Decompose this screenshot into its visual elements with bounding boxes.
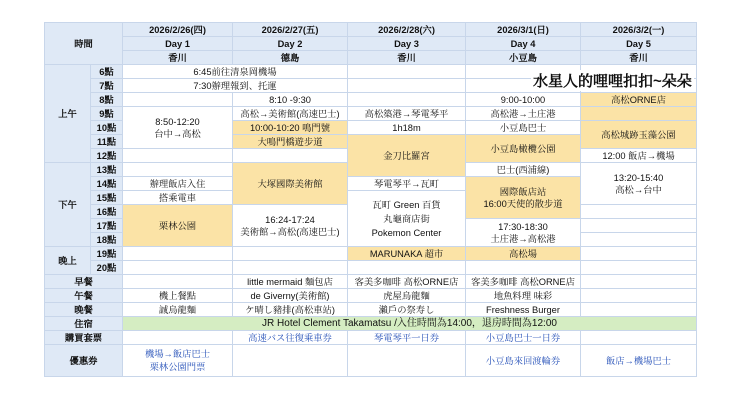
lunch-d4: 地魚料理 味彩 xyxy=(466,289,581,303)
dinner-d3: 瀨戶の祭寿し xyxy=(348,303,466,317)
d5-flight: 13:20-15:40 高松→台中 xyxy=(581,163,697,205)
hour-label: 18點 xyxy=(91,233,123,247)
d4-r14: 國際飯店站 16:00天使的散步道 xyxy=(466,177,581,219)
d2-r12 xyxy=(233,149,348,163)
breakfast-d3: 客美多咖啡 高松ORNE店 xyxy=(348,275,466,289)
d3-r10: 1h18m xyxy=(348,121,466,135)
place-day2: 德島 xyxy=(233,51,348,65)
dinner-d4: Freshness Burger xyxy=(466,303,581,317)
d5-r16 xyxy=(581,205,697,219)
dinner-label: 晚餐 xyxy=(45,303,123,317)
d5-r18 xyxy=(581,233,697,247)
date-day5: 2026/3/2(一) xyxy=(581,23,697,37)
day-label-4: Day 4 xyxy=(466,37,581,51)
place-day5: 香川 xyxy=(581,51,697,65)
date-day4: 2026/3/1(日) xyxy=(466,23,581,37)
hour-label: 7點 xyxy=(91,79,123,93)
d2-r16: 16:24-17:24 美術館→高松(高速巴士) xyxy=(233,205,348,247)
tickets-d2: 高速バス往復乘車券 xyxy=(233,331,348,345)
d5-r9 xyxy=(581,107,697,121)
d4-r8: 9:00-10:00 xyxy=(466,93,581,107)
d1-flight: 8:50-12:20 台中→高松 xyxy=(123,107,233,149)
d4-r19: 高松場 xyxy=(466,247,581,261)
hour-label: 20點 xyxy=(91,261,123,275)
place-day4: 小豆島 xyxy=(466,51,581,65)
period-morning: 上午 xyxy=(45,65,91,163)
lunch-d1: 機上餐點 xyxy=(123,289,233,303)
dinner-row xyxy=(45,303,697,317)
hour-label: 9點 xyxy=(91,107,123,121)
d1-r19 xyxy=(123,247,233,261)
d2-r13: 大塚國際美術館 xyxy=(233,163,348,205)
coupons-d3 xyxy=(348,345,466,377)
lunch-row xyxy=(45,289,697,303)
tickets-d3: 琴電琴平一日券 xyxy=(348,331,466,345)
hour-label: 10點 xyxy=(91,121,123,135)
breakfast-d1 xyxy=(123,275,233,289)
header-place-row xyxy=(45,51,697,65)
lunch-d5 xyxy=(581,289,697,303)
coupons-d5: 飯店→機場巴士 xyxy=(581,345,697,377)
hour-label: 14點 xyxy=(91,177,123,191)
hour-row-19 xyxy=(45,247,697,261)
lodging-row xyxy=(45,317,697,331)
lodging-text: JR Hotel Clement Takamatsu /入住時間為14:00，退房時間為12:00 xyxy=(123,317,697,331)
d1-r6: 6:45前往清泉岡機場 xyxy=(123,65,348,79)
hour-label: 11點 xyxy=(91,135,123,149)
coupons-row xyxy=(45,345,697,377)
d2-r19 xyxy=(233,247,348,261)
breakfast-d5 xyxy=(581,275,697,289)
d5-r10: 高松城跡玉藻公園 xyxy=(581,121,697,149)
hour-label: 6點 xyxy=(91,65,123,79)
d2-r8: 8:10 -9:30 xyxy=(233,93,348,107)
d3-r6 xyxy=(348,65,466,79)
d4-r11: 小豆島橄欖公園 xyxy=(466,135,581,163)
d4-r10: 小豆島巴士 xyxy=(466,121,581,135)
d3-r19: MARUNAKA 超市 xyxy=(348,247,466,261)
lunch-d3: 虎屋烏龍麵 xyxy=(348,289,466,303)
coupons-d4: 小豆島來回渡輪券 xyxy=(466,345,581,377)
period-afternoon: 下午 xyxy=(45,163,91,247)
d1-r15: 搭乘電車 xyxy=(123,191,233,205)
d4-r20 xyxy=(466,261,581,275)
d5-r20 xyxy=(581,261,697,275)
d2-r11: 大鳴門橋遊步道 xyxy=(233,135,348,149)
hour-label: 17點 xyxy=(91,219,123,233)
dinner-d1: 誠烏龍麵 xyxy=(123,303,233,317)
breakfast-row xyxy=(45,275,697,289)
d3-r9: 高松築港→琴電琴平 xyxy=(348,107,466,121)
d3-r15: 瓦町 Green 百貨 丸龜商店街 Pokemon Center xyxy=(348,191,466,247)
place-day3: 香川 xyxy=(348,51,466,65)
hour-row-8 xyxy=(45,93,697,107)
tickets-row xyxy=(45,331,697,345)
hour-row-9 xyxy=(45,107,697,121)
d4-r9: 高松港→土庄港 xyxy=(466,107,581,121)
hour-label: 19點 xyxy=(91,247,123,261)
d1-r16: 栗林公園 xyxy=(123,205,233,247)
hour-label: 16點 xyxy=(91,205,123,219)
tickets-d4: 小豆島巴士一日券 xyxy=(466,331,581,345)
tickets-d5 xyxy=(581,331,697,345)
time-header: 時間 xyxy=(45,23,123,65)
d3-r14: 琴電琴平→瓦町 xyxy=(348,177,466,191)
dinner-d5 xyxy=(581,303,697,317)
coupons-d1: 機場→飯店巴士 栗林公園門票 xyxy=(123,345,233,377)
d2-r20 xyxy=(233,261,348,275)
day-label-1: Day 1 xyxy=(123,37,233,51)
d1-r20 xyxy=(123,261,233,275)
date-day1: 2026/2/26(四) xyxy=(123,23,233,37)
d5-r8: 高松ORNE店 xyxy=(581,93,697,107)
breakfast-label: 早餐 xyxy=(45,275,123,289)
breakfast-d2: little mermaid 麵包店 xyxy=(233,275,348,289)
d3-r7 xyxy=(348,79,466,93)
d3-r8 xyxy=(348,93,466,107)
tickets-label: 購買套票 xyxy=(45,331,123,345)
d4-r13: 巴士(西浦線) xyxy=(466,163,581,177)
dinner-d2: ケ晴し豬排(高松車站) xyxy=(233,303,348,317)
d5-r12: 12:00 飯店→機場 xyxy=(581,149,697,163)
date-day3: 2026/2/28(六) xyxy=(348,23,466,37)
header-date-row xyxy=(45,23,697,37)
day-label-3: Day 3 xyxy=(348,37,466,51)
d5-r19 xyxy=(581,247,697,261)
d2-r10: 10:00-10:20 鳴門號 xyxy=(233,121,348,135)
lunch-label: 午餐 xyxy=(45,289,123,303)
breakfast-d4: 客美多咖啡 高松ORNE店 xyxy=(466,275,581,289)
header-day-row xyxy=(45,37,697,51)
period-evening: 晚上 xyxy=(45,247,91,275)
d1-r12 xyxy=(123,149,233,163)
d1-r13 xyxy=(123,163,233,177)
hour-label: 13點 xyxy=(91,163,123,177)
day-label-2: Day 2 xyxy=(233,37,348,51)
coupons-d2 xyxy=(233,345,348,377)
d5-r17 xyxy=(581,219,697,233)
d1-r14: 辦理飯店入住 xyxy=(123,177,233,191)
lunch-d2: de Giverny(美術館) xyxy=(233,289,348,303)
hour-label: 12點 xyxy=(91,149,123,163)
blog-watermark: 水星人的哩哩扣扣~朵朵 xyxy=(531,70,694,91)
place-day1: 香川 xyxy=(123,51,233,65)
hour-label: 15點 xyxy=(91,191,123,205)
hour-label: 8點 xyxy=(91,93,123,107)
lodging-label: 住宿 xyxy=(45,317,123,331)
day-label-5: Day 5 xyxy=(581,37,697,51)
d4-r17: 17:30-18:30 土庄港→高松港 xyxy=(466,219,581,247)
d1-r8 xyxy=(123,93,233,107)
date-day2: 2026/2/27(五) xyxy=(233,23,348,37)
d3-r20 xyxy=(348,261,466,275)
d2-r9: 高松→美術館(高速巴士) xyxy=(233,107,348,121)
d3-r11: 金刀比羅宮 xyxy=(348,135,466,177)
hour-row-20 xyxy=(45,261,697,275)
coupons-label: 優惠券 xyxy=(45,345,123,377)
tickets-d1 xyxy=(123,331,233,345)
d1-r7: 7:30辦理報到、托運 xyxy=(123,79,348,93)
